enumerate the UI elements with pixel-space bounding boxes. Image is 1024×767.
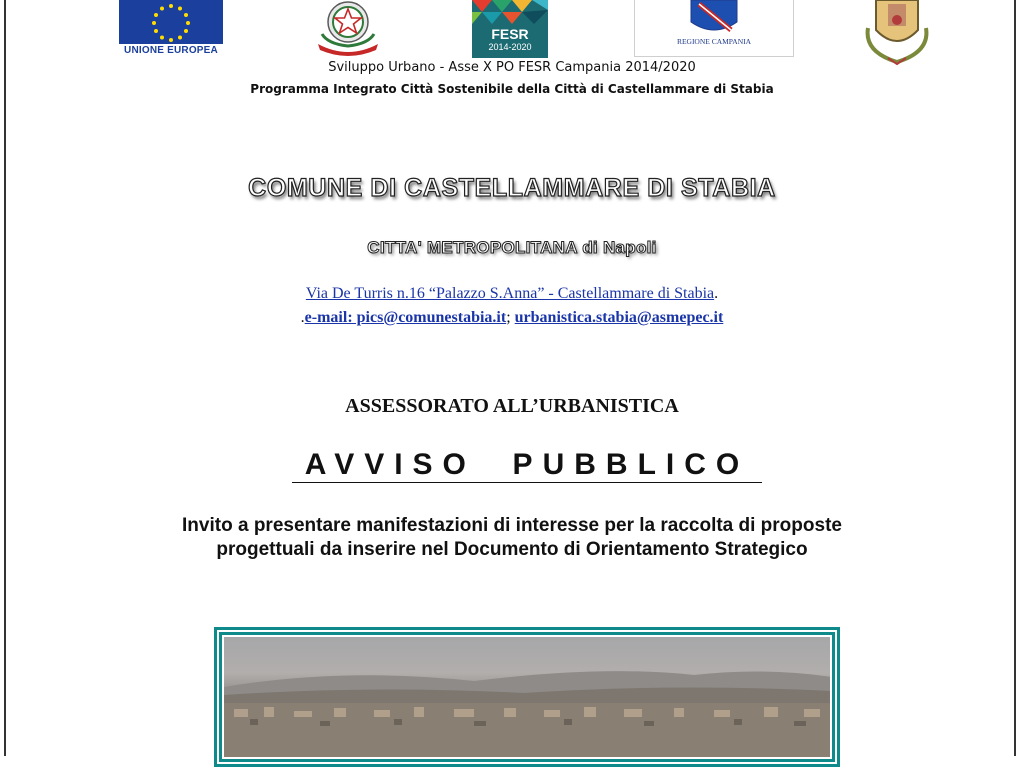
eu-logo <box>119 0 223 56</box>
fesr-caption: FESR <box>491 26 529 42</box>
address-line <box>0 285 1024 303</box>
citta-metropolitana-title: CITTA' METROPOLITANA di Napoli <box>367 238 657 257</box>
contacts-line <box>0 309 1024 327</box>
fesr-years: 2014-2020 <box>488 42 532 52</box>
comune-title: COMUNE DI CASTELLAMMARE DI STABIA <box>248 174 776 202</box>
address-end: . <box>714 285 719 302</box>
contacts-separator: ; <box>506 309 511 326</box>
contacts-prefix: . <box>300 309 305 326</box>
comune-crest-icon <box>848 0 946 66</box>
invito-line-1: Invito a presentare manifestazioni di interesse per la raccolta di proposte <box>182 515 842 536</box>
campania-shield-icon <box>635 0 793 36</box>
invito-line-2: progettuali da inserire nel Documento di Orientamento Strategico <box>216 539 808 560</box>
eu-flag-icon <box>119 0 223 44</box>
fesr-logo <box>472 0 548 58</box>
address-link[interactable]: Via De Turris n.16 “Palazzo S.Anna” - Castellammare di Stabia <box>305 285 715 302</box>
italy-emblem-logo <box>308 0 388 58</box>
avviso-pubblico-heading: AVVISO PUBBLICO <box>292 448 762 483</box>
regione-campania-logo <box>634 0 794 57</box>
invito-text <box>0 514 1024 562</box>
italy-emblem-icon <box>308 0 388 58</box>
assessorato-heading: ASSESSORATO ALL’URBANISTICA <box>345 395 679 417</box>
program-line-2: Programma Integrato Città Sostenibile della Città di Castellammare di Stabia <box>250 82 774 96</box>
program-line-1: Sviluppo Urbano - Asse X PO FESR Campania 2014/2020 <box>328 60 696 75</box>
comune-crest-logo <box>848 0 946 66</box>
email-link-pics[interactable]: e-mail: pics@comunestabia.it <box>304 309 507 326</box>
email-link-urbanistica[interactable]: urbanistica.stabia@asmepec.it <box>514 309 724 326</box>
city-panorama-image <box>224 637 830 757</box>
eu-caption: UNIONE EUROPEA <box>124 45 218 56</box>
campania-caption: REGIONE CAMPANIA <box>676 37 752 46</box>
city-photo-frame <box>214 627 840 767</box>
